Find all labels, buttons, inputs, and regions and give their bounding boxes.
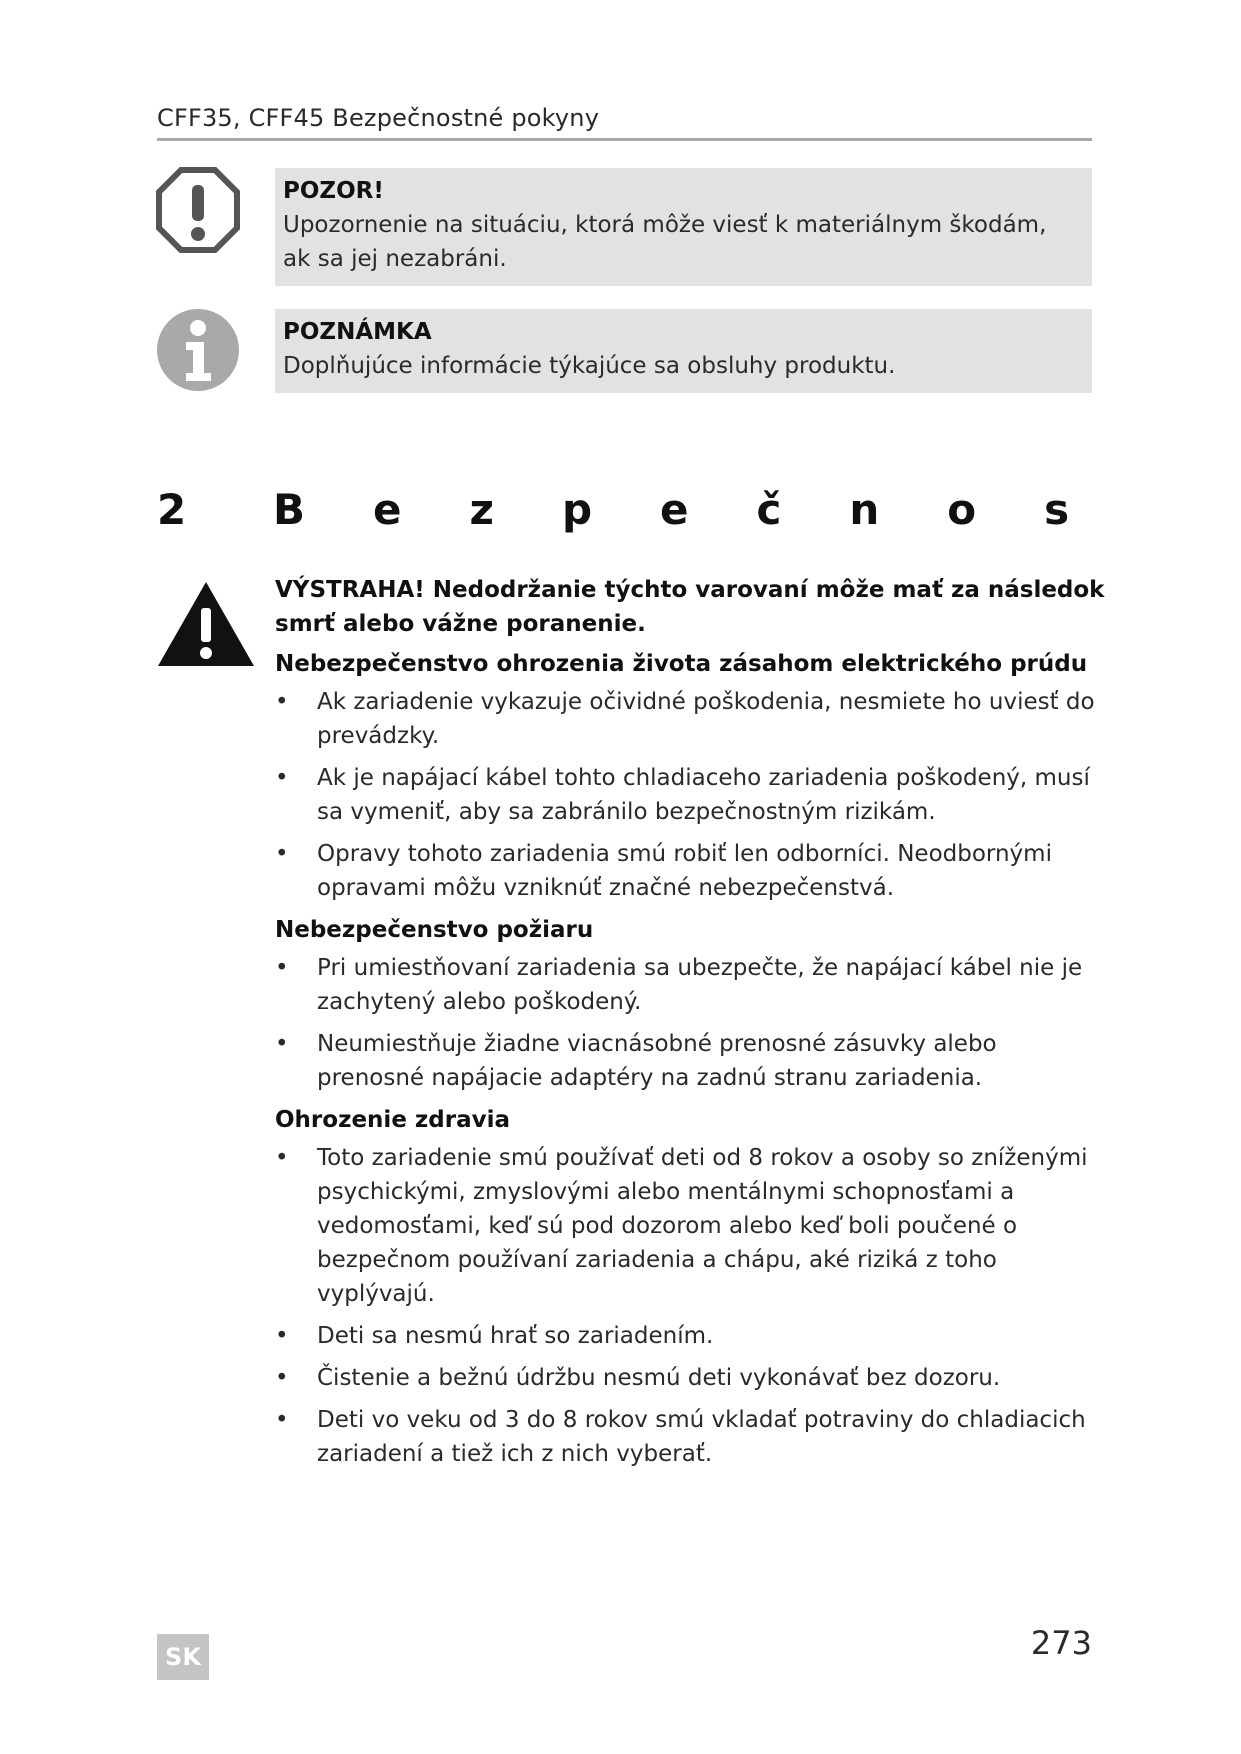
page-header: CFF35, CFF45 Bezpečnostné pokyny [157, 104, 600, 132]
list-item: • Deti sa nesmú hrať so zariadením. [275, 1319, 1105, 1353]
notice-caution-body: Upozornenie na situáciu, ktorá môže viesť k materiálnym škodám, ak sa jej nezabráni. [283, 212, 1047, 272]
list-item: • Opravy tohoto zariadenia smú robiť len odborníci. Neodbornými opravami môžu vzniknúť značné nebezpečenstvá. [275, 837, 1105, 905]
octagon-exclamation-icon [156, 167, 240, 253]
notice-note [275, 309, 1092, 393]
section-heading-health: Ohrozenie zdravia [275, 1107, 511, 1133]
notice-caution [275, 168, 1092, 286]
list-item: • Pri umiestňovaní zariadenia sa ubezpečte, že napájací kábel nie je zachytený alebo poškodený. [275, 951, 1105, 1019]
list-item: • Ak je napájací kábel tohto chladiaceho zariadenia poškodený, musí sa vymeniť, aby sa zabránilo bezpečnostným rizikám. [275, 761, 1105, 829]
notice-note-body: Doplňujúce informácie týkajúce sa obsluhy produktu. [283, 353, 896, 379]
list-item: • Ak zariadenie vykazuje očividné poškodenia, nesmiete ho uviesť do prevádzky. [275, 685, 1105, 753]
chapter-title: Bezpečnos [273, 485, 1138, 534]
safety-content [275, 573, 1105, 1479]
list-item: • Neumiestňuje žiadne viacnásobné prenosné zásuvky alebo prenosné napájacie adaptéry na zadnú stranu zariadenia. [275, 1027, 1105, 1095]
list-item: • Deti vo veku od 3 do 8 rokov smú vkladať potraviny do chladiacich zariadení a tiež ich z nich vyberať. [275, 1403, 1105, 1471]
info-circle-icon [156, 307, 240, 393]
header-divider [157, 138, 1092, 141]
section-heading-electric: Nebezpečenstvo ohrozenia života zásahom elektrického prúdu [275, 651, 1088, 677]
list-item: • Čistenie a bežnú údržbu nesmú deti vykonávať bez dozoru. [275, 1361, 1105, 1395]
section-list-fire [275, 951, 1105, 1095]
section-heading-fire: Nebezpečenstvo požiaru [275, 917, 594, 943]
section-list-electric [275, 685, 1105, 905]
chapter-number: 2 [157, 485, 187, 534]
warning-triangle-icon [156, 580, 256, 670]
page-number: 273 [1030, 1624, 1092, 1662]
notice-caution-title: POZOR! [283, 178, 384, 204]
language-badge: SK [157, 1634, 209, 1680]
chapter-heading [157, 485, 1241, 545]
list-item: • Toto zariadenie smú používať deti od 8 rokov a osoby so zníženými psychickými, zmyslovými alebo mentálnymi schopnosťami a vedomosťami, keď sú pod dozorom alebo keď boli poučené o bezpečnom používaní zariadenia a chápu, aké riziká z toho vyplývajú. [275, 1141, 1105, 1311]
notice-note-title: POZNÁMKA [283, 319, 432, 345]
section-list-health [275, 1141, 1105, 1471]
warning-text: VÝSTRAHA! Nedodržanie týchto varovaní môže mať za následok smrť alebo vážne poranenie. [275, 577, 1105, 637]
